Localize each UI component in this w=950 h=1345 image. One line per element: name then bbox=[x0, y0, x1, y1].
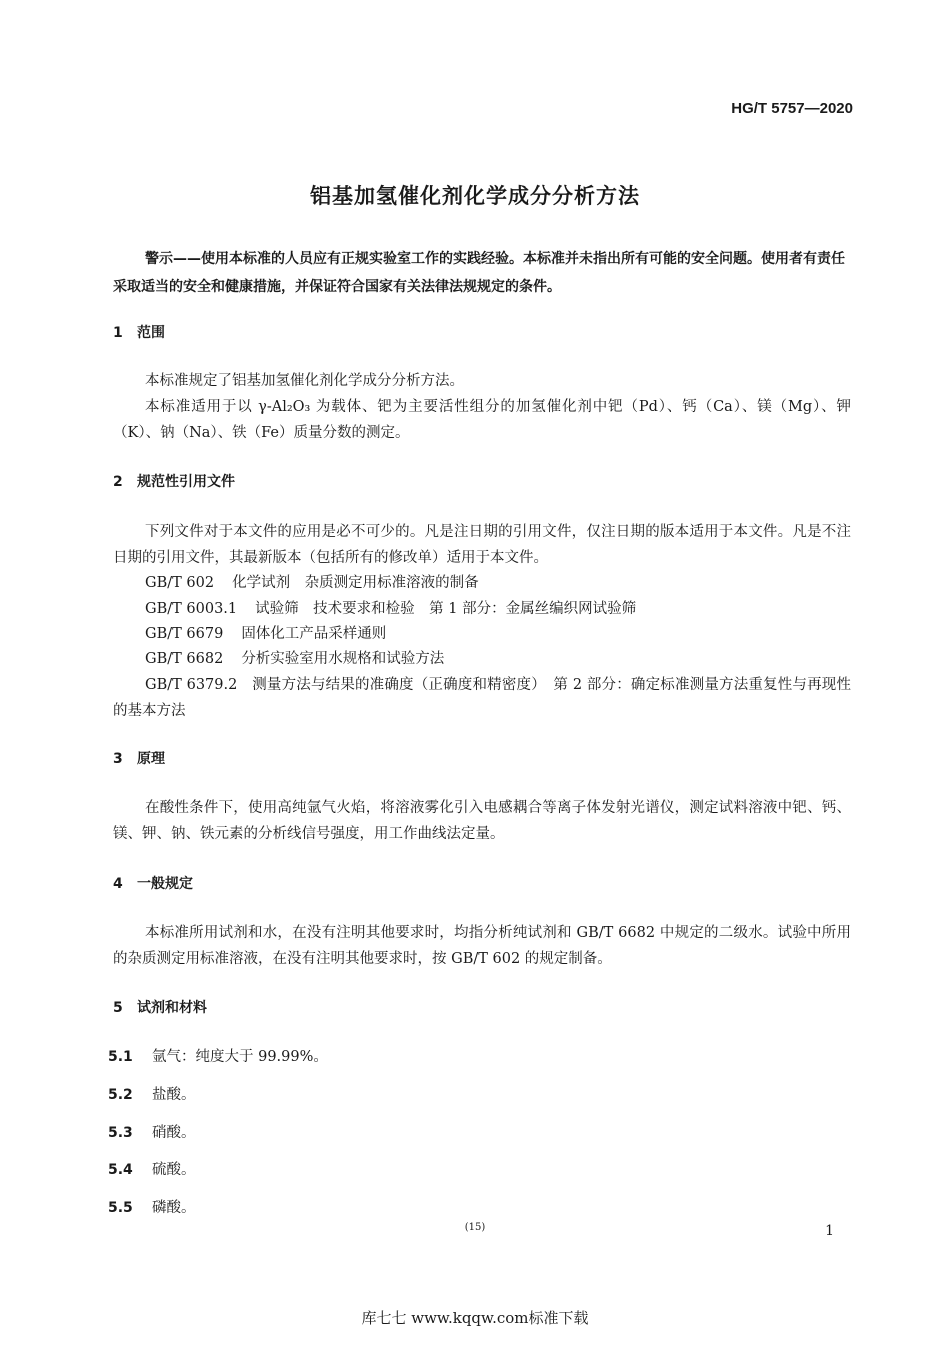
document-title: 铝基加氢催化剂化学成分分析方法 bbox=[310, 184, 640, 208]
clause-text: 磷酸。 bbox=[152, 1200, 196, 1216]
section-heading-reagents-materials bbox=[113, 997, 207, 1017]
clause-item bbox=[108, 1083, 196, 1104]
clause-item bbox=[108, 1158, 196, 1179]
clause-item bbox=[108, 1045, 328, 1066]
footer-watermark: 库七七 www.kqqw.com标准下载 bbox=[361, 1309, 589, 1327]
reference-item bbox=[145, 622, 386, 643]
reference-code: GB/T 6682 bbox=[145, 651, 224, 667]
clause-text: 硫酸。 bbox=[152, 1162, 196, 1178]
paragraph: 本标准所用试剂和水，在没有注明其他要求时，均指分析纯试剂和 GB/T 6682 中规定的二级水。试验中所用的杂质测定用标准溶液，在没有注明其他要求时，按 GB/T 602 的规定制备。 bbox=[113, 925, 851, 967]
reference-title: 测量方法与结果的准确度（正确度和精密度） 第 2 部分：确定标准测量方法重复性与再现性的基本方法 bbox=[113, 677, 851, 719]
clause-number: 5.1 bbox=[108, 1049, 133, 1065]
section-number: 1 bbox=[113, 325, 123, 341]
section-title: 范围 bbox=[137, 325, 165, 341]
standard-code: HG/T 5757—2020 bbox=[731, 100, 853, 117]
reference-title: 试验筛 技术要求和检验 第 1 部分：金属丝编织网试验筛 bbox=[255, 601, 637, 617]
section-title: 规范性引用文件 bbox=[137, 474, 235, 490]
section-heading-scope bbox=[113, 322, 165, 342]
paragraph: 下列文件对于本文件的应用是必不可少的。凡是注日期的引用文件，仅注日期的版本适用于本文件。凡是不注日期的引用文件，其最新版本（包括所有的修改单）适用于本文件。 bbox=[113, 524, 851, 566]
reference-code: GB/T 602 bbox=[145, 575, 215, 591]
section-number: 2 bbox=[113, 474, 123, 490]
reference-item bbox=[145, 597, 636, 618]
section-heading-principle bbox=[113, 748, 165, 768]
page-sequence: (15) bbox=[464, 1222, 486, 1233]
clause-number: 5.3 bbox=[108, 1125, 133, 1141]
clause-text: 盐酸。 bbox=[152, 1087, 196, 1103]
reference-item bbox=[145, 571, 479, 592]
reference-code: GB/T 6003.1 bbox=[145, 601, 238, 617]
section-heading-normative-references bbox=[113, 471, 235, 491]
clause-number: 5.4 bbox=[108, 1162, 133, 1178]
section-heading-general-provisions bbox=[113, 873, 193, 893]
clause-number: 5.5 bbox=[108, 1200, 133, 1216]
clause-item bbox=[108, 1196, 196, 1217]
reference-code: GB/T 6379.2 bbox=[145, 677, 238, 693]
clause-text: 硝酸。 bbox=[152, 1125, 196, 1141]
paragraph: 本标准适用于以 γ-Al₂O₃ 为载体、钯为主要活性组分的加氢催化剂中钯（Pd）、钙（Ca）、镁（Mg）、钾（K）、钠（Na）、铁（Fe）质量分数的测定。 bbox=[113, 399, 851, 441]
section-number: 4 bbox=[113, 876, 123, 892]
section-number: 5 bbox=[113, 1000, 123, 1016]
paragraph: 在酸性条件下，使用高纯氩气火焰，将溶液雾化引入电感耦合等离子体发射光谱仪，测定试料溶液中钯、钙、镁、钾、钠、铁元素的分析线信号强度，用工作曲线法定量。 bbox=[113, 800, 851, 842]
clause-item bbox=[108, 1121, 196, 1142]
section-title: 试剂和材料 bbox=[137, 1000, 207, 1016]
page-number: 1 bbox=[825, 1223, 834, 1239]
section-title: 原理 bbox=[137, 751, 165, 767]
reference-item bbox=[113, 672, 851, 724]
reference-item bbox=[145, 647, 444, 668]
clause-number: 5.2 bbox=[108, 1087, 133, 1103]
clause-text: 氩气：纯度大于 99.99%。 bbox=[152, 1049, 328, 1065]
reference-title: 分析实验室用水规格和试验方法 bbox=[241, 651, 445, 667]
paragraph: 本标准规定了铝基加氢催化剂化学成分分析方法。 bbox=[145, 373, 464, 389]
warning-paragraph: 警示——使用本标准的人员应有正规实验室工作的实践经验。本标准并未指出所有可能的安全问题。使用者有责任采取适当的安全和健康措施，并保证符合国家有关法律法规规定的条件。 bbox=[113, 251, 845, 295]
section-number: 3 bbox=[113, 751, 123, 767]
reference-title: 固体化工产品采样通则 bbox=[241, 626, 387, 642]
reference-code: GB/T 6679 bbox=[145, 626, 224, 642]
reference-title: 化学试剂 杂质测定用标准溶液的制备 bbox=[232, 575, 479, 591]
section-title: 一般规定 bbox=[137, 876, 193, 892]
